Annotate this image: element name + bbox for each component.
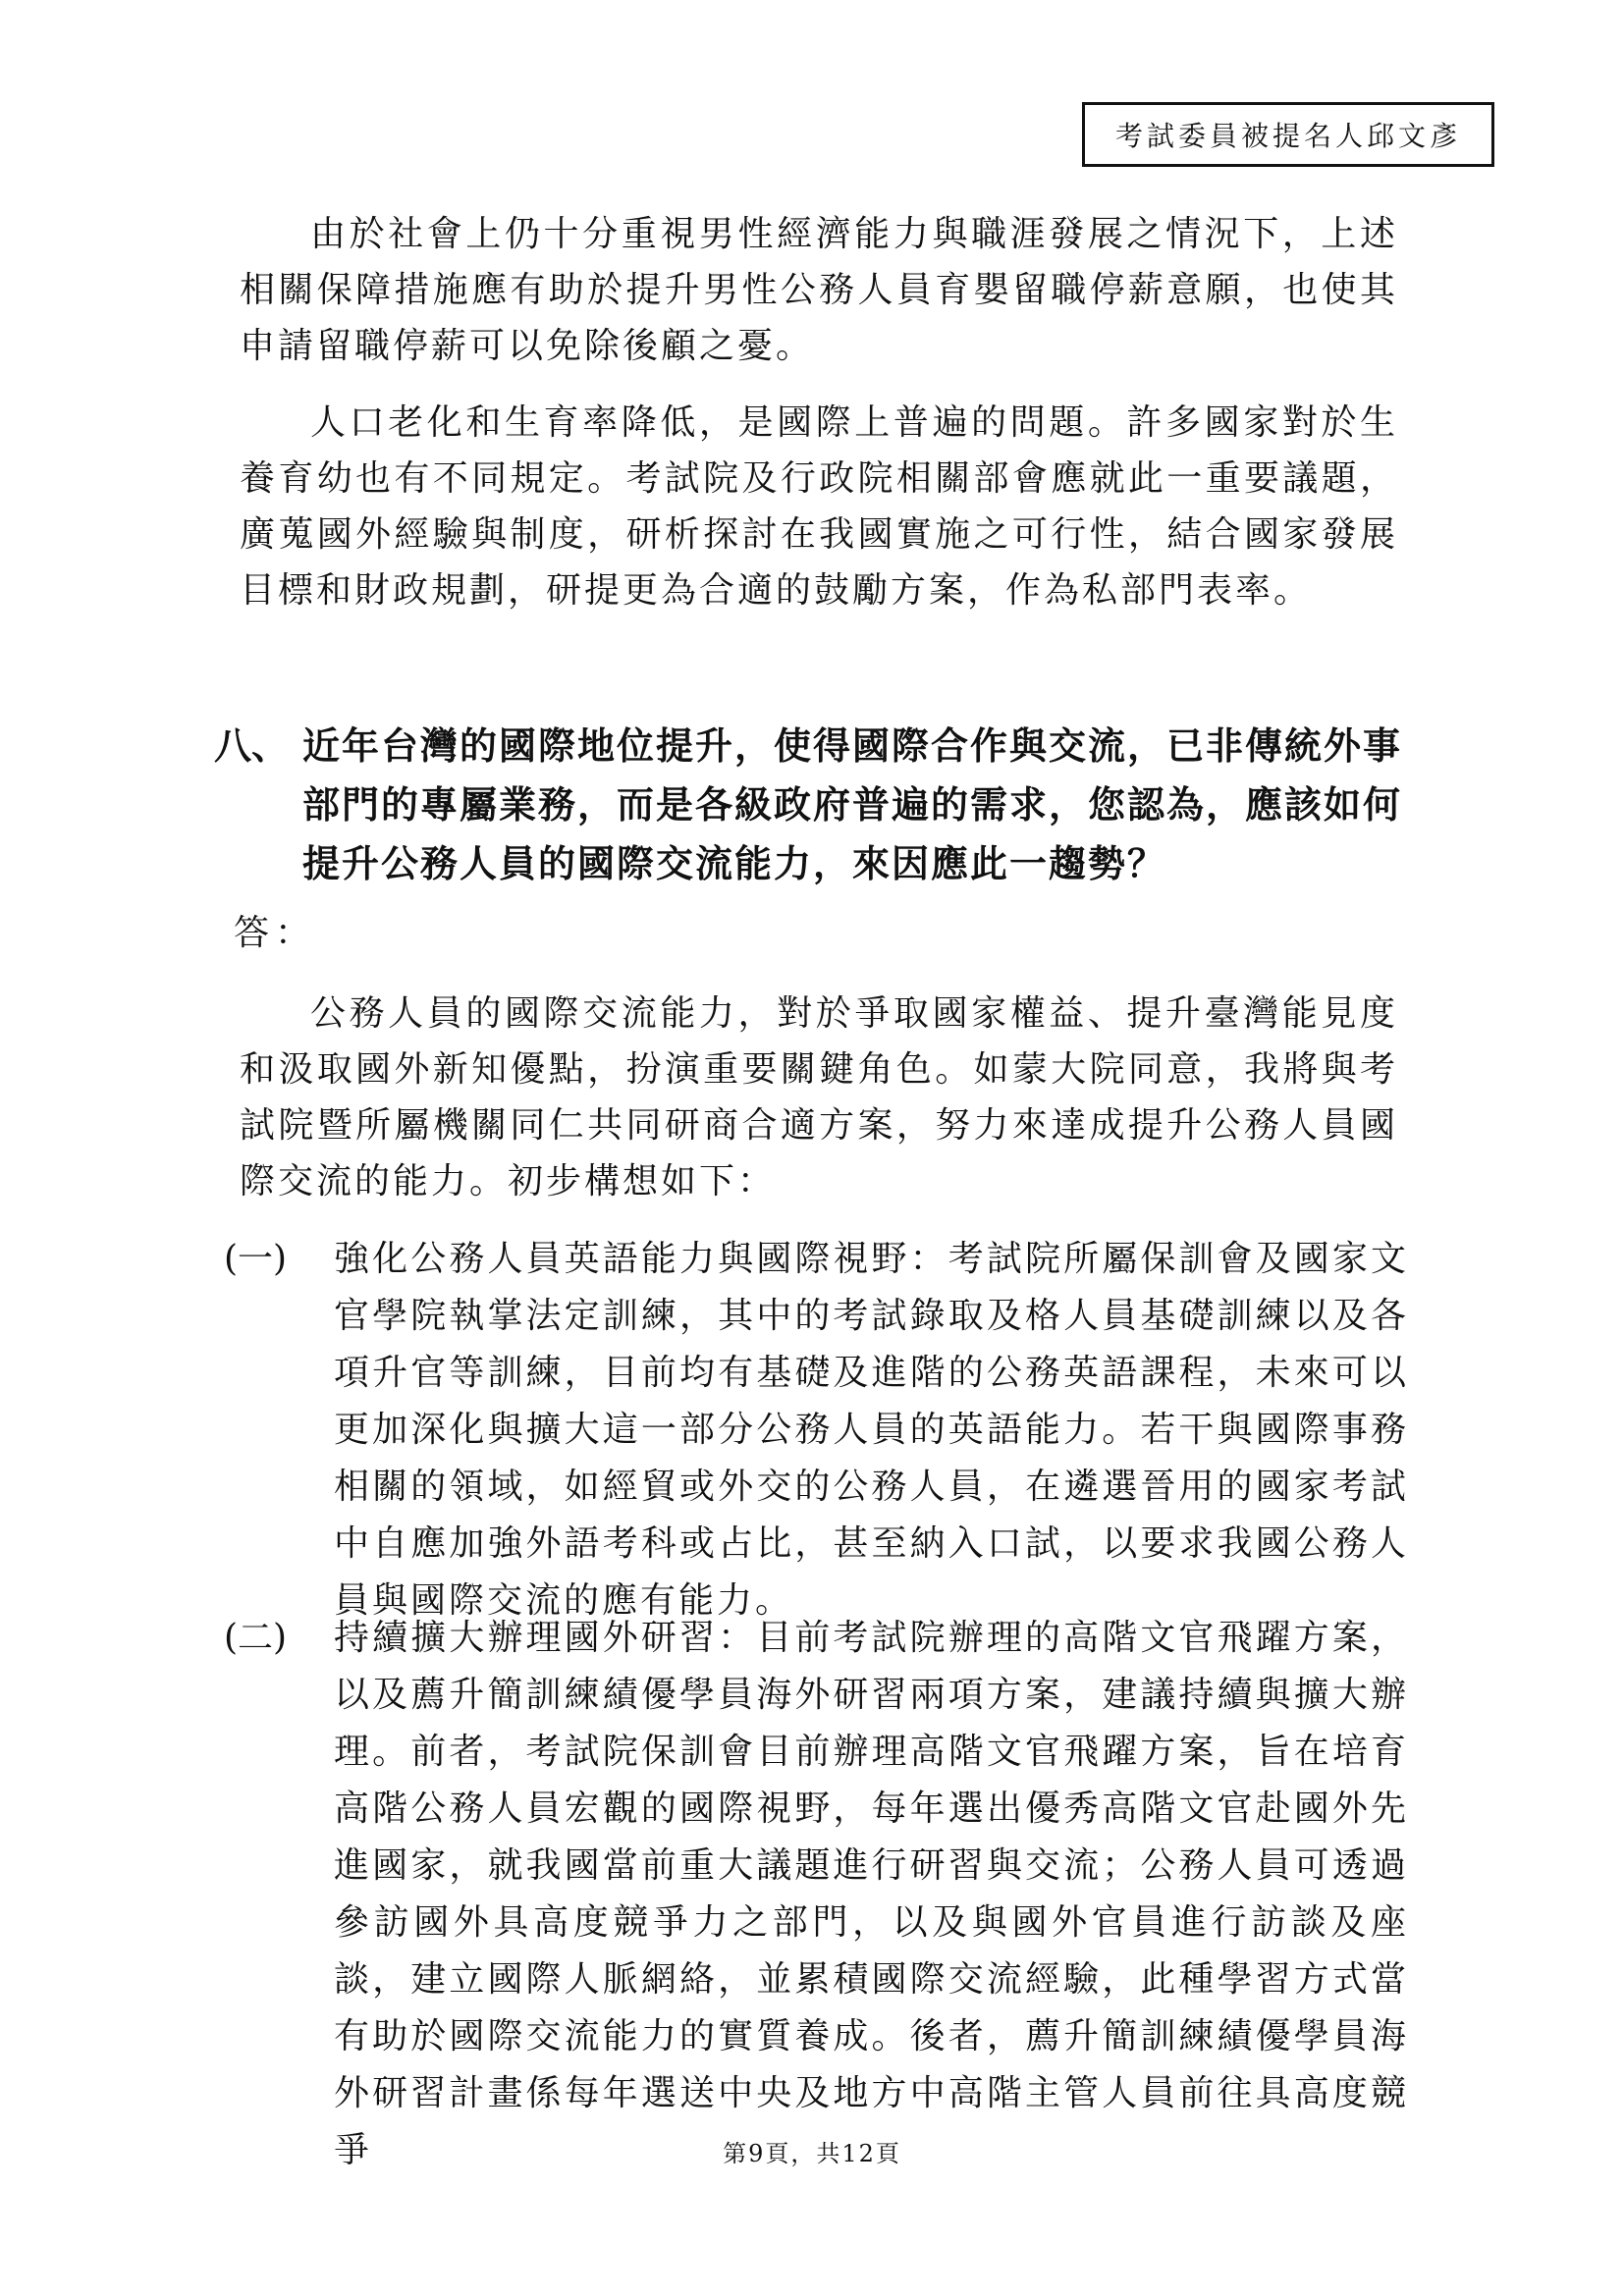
question-text: 近年台灣的國際地位提升，使得國際合作與交流，已非傳統外事部門的專屬業務，而是各級政府普遍的需求，您認為，應該如何提升公務人員的國際交流能力，來因應此一趨勢？: [302, 723, 1403, 885]
answer-item-text-1: 強化公務人員英語能力與國際視野：考試院所屬保訓會及國家文官學院執掌法定訓練，其中的考試錄取及格人員基礎訓練以及各項升官等訓練，目前均有基礎及進階的公務英語課程，未來可以更加深化與擴大這一部分公務人員的英語能力。若干與國際事務相關的領域，如經貿或外交的公務人員，在遴選晉用的國家考試中自應加強外語考科或占比，甚至納入口試，以要求我國公務人員與國際交流的應有能力。: [334, 1239, 1409, 1621]
body-paragraph-2: 人口老化和生育率降低，是國際上普遍的問題。許多國家對於生養育幼也有不同規定。考試院及行政院相關部會應就此一重要議題，廣蒐國外經驗與制度，研析探討在我國實施之可行性，結合國家發展目標和財政規劃，研提更為合適的鼓勵方案，作為私部門表率。: [240, 402, 1398, 611]
page-footer: 第9頁，共12頁: [723, 2140, 901, 2167]
answer-intro: 公務人員的國際交流能力，對於爭取國家權益、提升臺灣能見度和汲取國外新知優點，扮演重要關鍵角色。如蒙大院同意，我將與考試院暨所屬機關同仁共同研商合適方案，努力來達成提升公務人員國際交流的能力。初步構想如下：: [240, 993, 1398, 1201]
answer-label: 答：: [234, 913, 317, 953]
nominee-label: 考試委員被提名人邱文彥: [1114, 120, 1461, 152]
answer-item-number-2: (二): [224, 1618, 288, 1658]
question-number: 八、: [214, 723, 290, 768]
nominee-header-box: [1082, 102, 1494, 167]
body-paragraph-1: 由於社會上仍十分重視男性經濟能力與職涯發展之情況下，上述相關保障措施應有助於提升男性公務人員育嬰留職停薪意願，也使其申請留職停薪可以免除後顧之憂。: [240, 214, 1398, 366]
answer-item-number-1: (一): [224, 1239, 288, 1279]
answer-item-text-2: 持續擴大辦理國外研習：目前考試院辦理的高階文官飛躍方案，以及薦升簡訓練績優學員海外研習兩項方案，建議持續與擴大辦理。前者，考試院保訓會目前辦理高階文官飛躍方案，旨在培育高階公務人員宏觀的國際視野，每年選出優秀高階文官赴國外先進國家，就我國當前重大議題進行研習與交流；公務人員可透過參訪國外具高度競爭力之部門，以及與國外官員進行訪談及座談，建立國際人脈網絡，並累積國際交流經驗，此種學習方式當有助於國際交流能力的實質養成。後者，薦升簡訓練績優學員海外研習計畫係每年選送中央及地方中高階主管人員前往具高度競爭: [334, 1618, 1409, 2170]
